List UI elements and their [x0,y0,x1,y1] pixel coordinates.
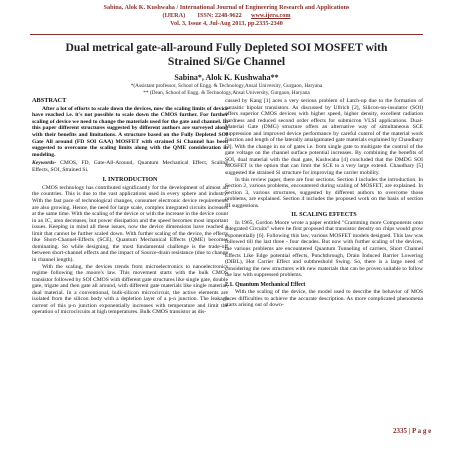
scaling-paragraph: In 1965, Gordon Moore wrote a paper entitled "Cramming more Components onto Integrated Circuits" where he first proposed that transistor density on chips would grow exponentially [6]. Following this law, various MOSFET models designed. This law was followed till the last three - four decades. But now with further scaling of the devices, the various problems are encountered Quantum Tunneling of carriers, Short Channel Effects Like Edge potential effects, Punchthrough, Drain Induced Barrier Lowering (DIBL), Hot Carrier Effect and subthreshold Swing. So, there is a large need of considering the new structures with new materials that can be proven suitable to follow the law with suppressed problems. [225,219,423,279]
left-column [32,98,228,316]
keywords-text: CMOS, FD, Gate-All-Around, Quantum Mechanical Effect, Scaling Effects, SOI, Strained Si. [32,160,228,173]
intro-paragraph-2: With the scaling, the devices trends from microelectronics to nanoelectronics regime following the moore's law. This movement starts with the bulk CMOS transistor followed by SOI CMOS with different gate structures like single gate, double gate, trigate and then gate all around, with different gate materials like single material, dual material. In a conventional, bulk-silicon microcircuit, the active elements are isolated from the silicon body with a depletion layer of a p-n junction. The leakage current of this p-n junction exponentially increases with temperature and limit the operation of microcircuits at high temperatures. Bulk CMOS transistor as dis- [32,263,228,316]
header-line3: Vol. 3, Issue 4, Jul-Aug 2013, pp.2335-2340 [170,20,283,27]
title-line1: Dual metrical gate-all-around Fully Depleted SOI MOSFET with [65,41,388,54]
right-paragraph-1: cussed by Kang [1] aces a very serious problem of Latch-up due to the formation of parasitic bipolar transistors. As discussed by Ullrich [2], Silicon-on-insulator (SOI) offers superior CMOS devices with higher speed, higher density, excellent radiation hardness and reduced second order effects for submicron VLSI applications. Dual-Material Gate (DMG) structure offers an alternative way of simultaneous SCE suppression and improved device performance by careful control of the material work function and length of the laterally amalgamated gate materials explained by Chaudhary [3]. With the change in no of gates i.e. from single gate to multigate the control of the gate voltage on the channel surface potential increases. By combining the benefits of SOI, dual material with the dual gate, Kushwaha [4] concluded that the DMDG SOI MOSFET is the option that can limit the SCE to a very large extend. Chaudhary [5] suggested the strained Si structure for improving the carrier mobility. [225,98,423,177]
header-journal-abbrev: (IJERA) [162,12,186,19]
affiliation-1: *(Assistant professor, School of Engg. & Technology,Ansal University, Gurgaon, Haryana [130,83,323,89]
affiliation-2: ** (Dean, School of Engg. & Technology,Ansal University, Gurgaon, Haryana [143,90,310,96]
header-issn: ISSN: 2248-9622 [197,12,242,19]
paper-title [24,41,429,69]
subsection-2-1-heading: 2.1. Quantum Mechanical Effect [225,281,306,288]
keywords [32,160,228,173]
keywords-label: Keywords- [32,160,57,167]
section2-heading: II. SCALING EFFECTS [291,211,357,219]
header-divider [30,34,423,35]
qme-paragraph: With the scaling of the device, the model used to describe the behavior of MOS faces difficulties to achieve the accurate description. As more complicated phenomena starts arising out of down- [225,289,423,309]
right-paragraph-2: In this review paper, there are four sections. Section I includes the introduction. In Section 2, various problems, encountered during scaling of MOSFET, are explained. In Section 3, various structures, suggested by different authors to overcome those problems, are explained. Section 4 includes the proposed work on the basis of section III suggestions. [225,176,423,209]
header-line2 [0,12,453,20]
abstract-text: After a lot of efforts to scale down the devices, now the scaling limits of device have reached i.e. it's not possible to scale down the CMOS further. For further scaling of device we need to change the materials used for the gate and channel. In this paper different structures suggested by different authors are surveyed along with their benefits and limitations. A structure based on the Fully Depleted SOI Gate All around (FD SOI GAA) MOSFET with strained Si Channel has been suggested to overcome the scaling limits along with the QME consideration in modeling. [32,105,228,158]
abstract-heading: ABSTRACT [32,97,67,104]
title-line2: Strained Si/Ge Channel [167,55,286,68]
header-line1: Sabina, Alok K. Kushwaha / International Journal of Engineering Research and Applications [103,4,350,11]
journal-header [0,4,453,28]
section1-heading: I. INTRODUCTION [102,176,158,184]
intro-paragraph-1: CMOS technology has contributed significantly for the development of almost all the countries. This is due to the vast applications used in every sphere and industry. With the fast pace of technological changes, consumer electronic device requirements are also growing. Hence, the need for large scale, complex integrated circuits increases at the same time. With the scaling of the device or with the increase in the device count in an IC, area decreases, but power dissipation and the speed becomes most important issues. Keeping in mind all these issues, now the device dimensions have reached a limit that cannot be further scaled down. With further scaling of the device, the effects like Short-Channel-Effects (SCE), Quantum Mechanical Effects (QME) becomes dominating. So while designing, the most fundamental challenge is the trade-off between short-channel effects and the impact of Source-drain resistance (due to change in channel length). [32,184,228,263]
header-url-link[interactable]: www.ijera.com [251,12,291,19]
page-number: 2335 | P a g e [393,427,432,435]
author-list: Sabina*, Alok K. Kushwaha** [174,73,279,82]
right-column [225,98,423,309]
